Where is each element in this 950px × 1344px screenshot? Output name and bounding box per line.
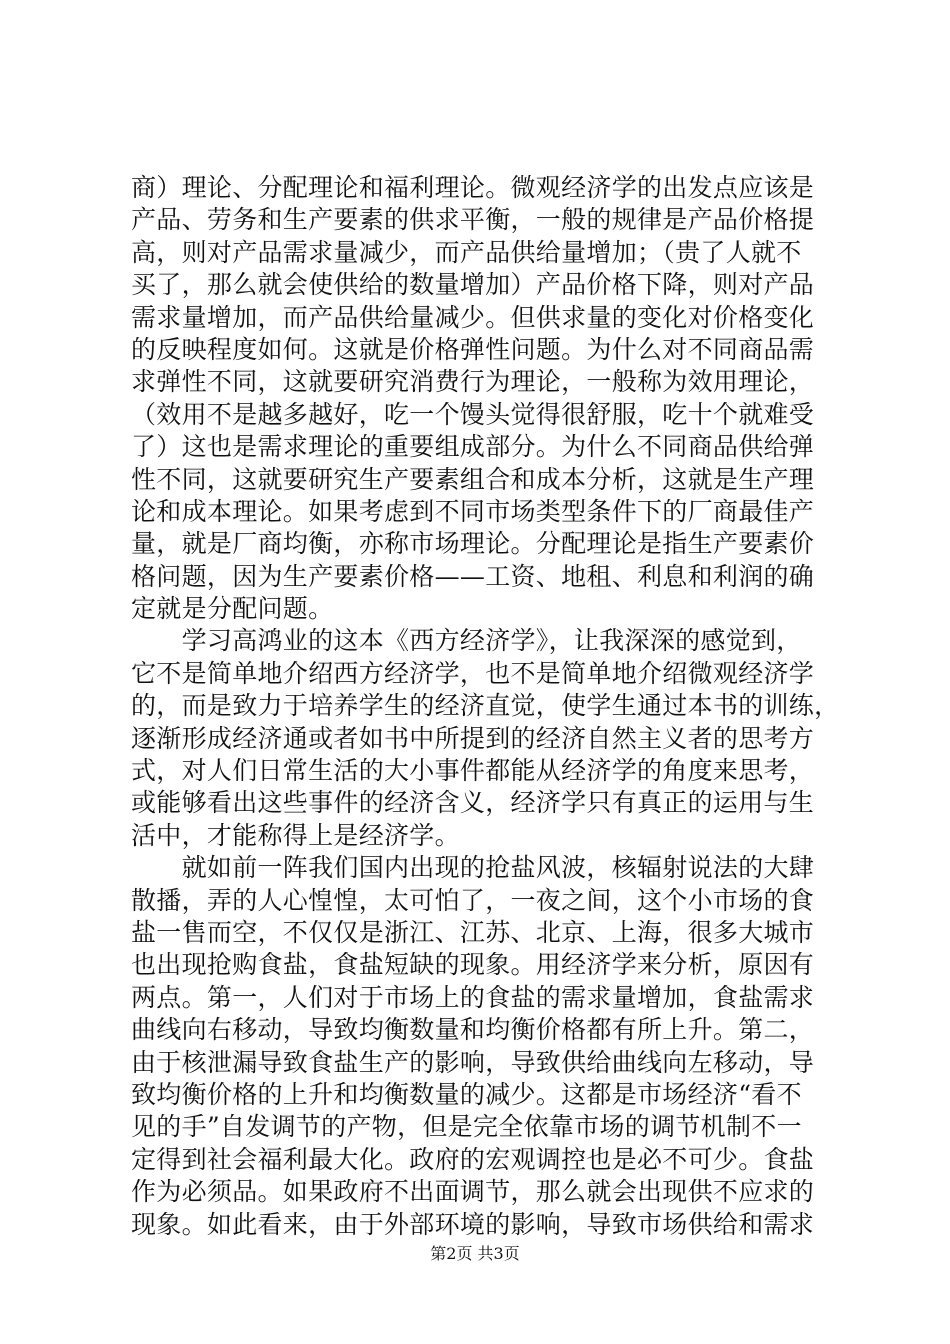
page-footer: 第2页 共3页	[430, 1244, 520, 1263]
text-line: 式，对人们日常生活的大小事件都能从经济学的角度来思考，	[131, 756, 815, 786]
text-line: 两点。第一，人们对于市场上的食盐的需求量增加，食盐需求	[131, 982, 815, 1012]
text-line: 它不是简单地介绍西方经济学，也不是简单地介绍微观经济学	[131, 658, 815, 688]
text-line: （效用不是越多越好，吃一个馒头觉得很舒服，吃十个就难受	[131, 399, 815, 429]
text-line: 也出现抢购食盐，食盐短缺的现象。用经济学来分析，原因有	[131, 950, 815, 980]
text-line: 定就是分配问题。	[131, 594, 334, 624]
text-line: 高，则对产品需求量减少，而产品供给量增加；（贵了人就不	[131, 237, 802, 267]
text-line: 性不同，这就要研究生产要素组合和成本分析，这就是生产理	[131, 464, 815, 494]
text-line: 盐一售而空，不仅仅是浙江、江苏、北京、上海，很多大城市	[131, 917, 815, 947]
text-line: 的反映程度如何。这就是价格弹性问题。为什么对不同商品需	[131, 334, 815, 364]
text-line: 定得到社会福利最大化。政府的宏观调控也是必不可少。食盐	[131, 1144, 815, 1174]
text-line: 散播，弄的人心惶惶，太可怕了，一夜之间，这个小市场的食	[131, 885, 815, 915]
text-line: 的，而是致力于培养学生的经济直觉，使学生通过本书的训练，	[131, 691, 840, 721]
text-line: 现象。如此看来，由于外部环境的影响，导致市场供给和需求	[131, 1209, 815, 1239]
text-line: 见的手”自发调节的产物，但是完全依靠市场的调节机制不一	[131, 1112, 802, 1142]
text-line: 致均衡价格的上升和均衡数量的减少。这都是市场经济“看不	[131, 1079, 802, 1109]
text-line: 作为必须品。如果政府不出面调节，那么就会出现供不应求的	[131, 1177, 815, 1207]
text-line: 量，就是厂商均衡，亦称市场理论。分配理论是指生产要素价	[131, 529, 815, 559]
text-line: 由于核泄漏导致食盐生产的影响，导致供给曲线向左移动，导	[131, 1047, 815, 1077]
text-line: 就如前一阵我们国内出现的抢盐风波，核辐射说法的大肆	[131, 853, 815, 883]
text-line: 格问题，因为生产要素价格——工资、地租、利息和利润的确	[131, 561, 815, 591]
text-line: 了）这也是需求理论的重要组成部分。为什么不同商品供给弹	[131, 432, 815, 462]
text-line: 活中，才能称得上是经济学。	[131, 820, 460, 850]
text-line: 买了，那么就会使供给的数量增加）产品价格下降，则对产品	[131, 270, 815, 300]
text-line: 学习高鸿业的这本《西方经济学》，让我深深的感觉到，	[131, 626, 802, 656]
text-line: 商）理论、分配理论和福利理论。微观经济学的出发点应该是	[131, 173, 815, 202]
text-line: 曲线向右移动，导致均衡数量和均衡价格都有所上升。第二，	[131, 1015, 815, 1045]
text-line: 或能够看出这些事件的经济含义，经济学只有真正的运用与生	[131, 788, 815, 818]
text-line: 需求量增加，而产品供给量减少。但供求量的变化对价格变化	[131, 302, 815, 332]
body-text	[131, 172, 840, 1241]
text-line: 逐渐形成经济通或者如书中所提到的经济自然主义者的思考方	[131, 723, 815, 753]
text-line: 求弹性不同，这就要研究消费行为理论，一般称为效用理论，	[131, 367, 815, 397]
text-line: 产品、劳务和生产要素的供求平衡，一般的规律是产品价格提	[131, 205, 815, 235]
text-line: 论和成本理论。如果考虑到不同市场类型条件下的厂商最佳产	[131, 496, 815, 526]
